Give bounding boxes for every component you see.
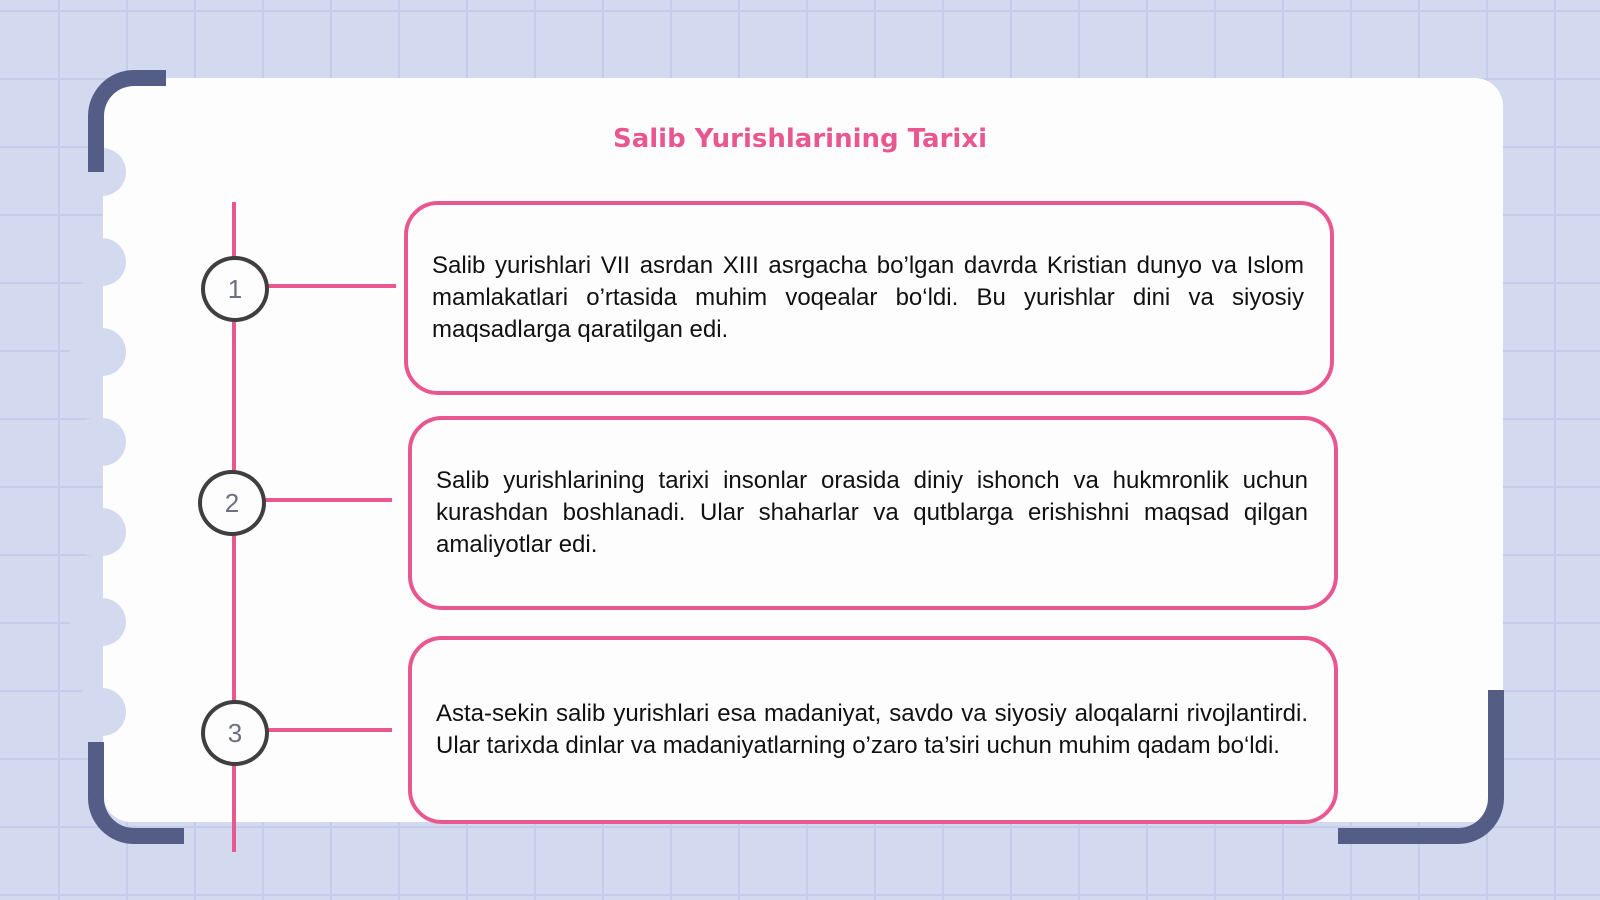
- timeline-step-2: 2: [198, 470, 266, 536]
- paper-notch: [70, 598, 126, 646]
- timeline-step-3: 3: [201, 700, 269, 766]
- card-text: Salib yurishlari VII asrdan XIII asrgacha bo’lgan davrda Kristian dunyo va Islom mamlakatlari o’rtasida muhim voqealar bo‘ldi. Bu yurishlar dini va siyosiy maqsadlarga qaratilgan edi.: [432, 252, 1304, 343]
- timeline-card-1: [404, 201, 1334, 395]
- paper-notch: [70, 688, 126, 736]
- card-text: Salib yurishlarining tarixi insonlar orasida diniy ishonch va hukmronlik uchun kurashdan boshlanadi. Ular shaharlar va qutblarga erishishni maqsad qilgan amaliyotlar edi.: [436, 467, 1308, 558]
- timeline-card-3: [408, 636, 1338, 824]
- timeline-connector: [264, 284, 396, 288]
- slide-title: Salib Yurishlarining Tarixi: [612, 124, 988, 154]
- timeline-connector: [264, 728, 392, 732]
- paper-notch: [70, 238, 126, 286]
- paper-notch: [70, 508, 126, 556]
- card-text: Asta-sekin salib yurishlari esa madaniyat, savdo va siyosiy aloqalarni rivojlantirdi. Ular tarixda dinlar va madaniyatlarning o’zaro ta’siri uchun muhim qadam bo‘ldi.: [436, 700, 1308, 759]
- paper-notch: [70, 328, 126, 376]
- timeline-step-1: 1: [201, 256, 269, 322]
- timeline-connector: [262, 498, 392, 502]
- corner-bracket-top-left: [88, 70, 166, 172]
- paper-notch: [70, 418, 126, 466]
- corner-bracket-bottom-right: [1338, 690, 1504, 844]
- timeline-card-2: [408, 416, 1338, 610]
- corner-bracket-bottom-left: [88, 742, 184, 844]
